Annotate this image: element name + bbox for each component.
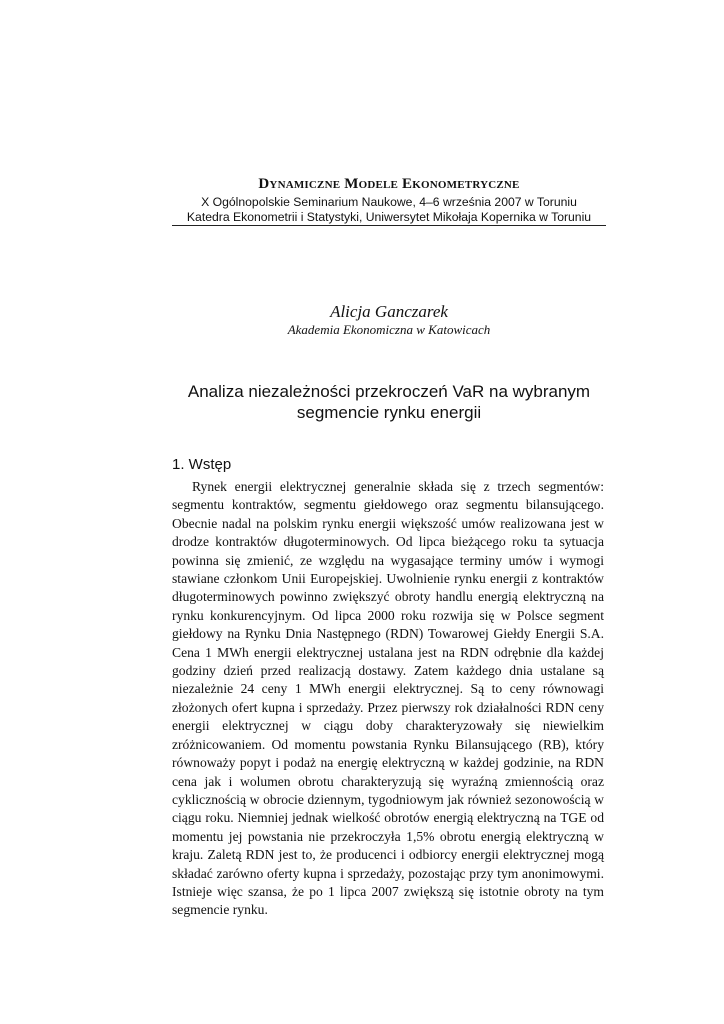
paper-title-line-2: segmencie rynku energii [296, 403, 482, 422]
seminar-line: X Ogólnopolskie Seminarium Naukowe, 4–6 września 2007 w Toruniu [201, 195, 577, 209]
author-name: Alicja Ganczarek [330, 302, 448, 321]
journal-title: Dynamiczne Modele Ekonometryczne [258, 176, 520, 192]
department-line: Katedra Ekonometrii i Statystyki, Uniwersytet Mikołaja Kopernika w Toruniu [186, 210, 592, 224]
section-heading: 1. Wstęp [172, 456, 232, 473]
author-affiliation: Akademia Ekonomiczna w Katowicach [287, 322, 491, 337]
body-paragraph: Rynek energii elektrycznej generalnie składa się z trzech segmentów: segmentu kontraktów, segmentu giełdowego oraz segmentu bilansującego. Obecnie nadal na polskim rynku energii większość umów realizowana jest w drodze kontraktów długoterminowych. Od lipca bieżącego roku ta sytuacja powinna się zmienić, ze względu na wygasające terminy umów i wymogi stawiane członkom Unii Europejskiej. Uwolnienie rynku energii z kontraktów długoterminowych powinno zwiększyć obroty handlu energią elektryczną na rynku konkurencyjnym. Od lipca 2000 roku rozwija się w Polsce segment giełdowy na Rynku Dnia Następnego (RDN) Towarowej Giełdy Energii S.A. Cena 1 MWh energii elektrycznej ustalana jest na RDN odrębnie dla każdej godziny dzień przed realizacją dostawy. Zatem każdego dnia ustalane są niezależnie 24 ceny 1 MWh energii elektrycznej. Są to ceny równowagi złożonych ofert kupna i sprzedaży. Przez pierwszy rok działalności RDN ceny energii elektrycznej w ciągu doby charakteryzowały się niewielkim zróżnicowaniem. Od momentu powstania Rynku Bilansującego (RB), który równoważy popyt i podaż na energię elektryczną w każdej godzinie, na RDN cena jak i wolumen obrotu charakteryzują się wyraźną zmiennością oraz cyklicznością w obrocie dziennym, tygodniowym jak również sezonowością w ciągu roku. Niemniej jednak wielkość obrotów energią elektryczną na TGE od momentu jej powstania nie przekroczyła 1,5% obrotu energią elektryczną w kraju. Zaletą RDN jest to, że producenci i odbiorcy energii elektrycznej mogą składać zarówno oferty kupna i sprzedaży, pozostając przy tym anonimowymi. Istnieje więc szansa, że po 1 lipca 2007 zwiększą się istotnie obroty na tym segmencie rynku. [172, 479, 604, 918]
paper-title-line-1: Analiza niezależności przekroczeń VaR na wybranym [187, 382, 591, 401]
header-divider [172, 225, 606, 226]
paper-title [172, 381, 606, 423]
